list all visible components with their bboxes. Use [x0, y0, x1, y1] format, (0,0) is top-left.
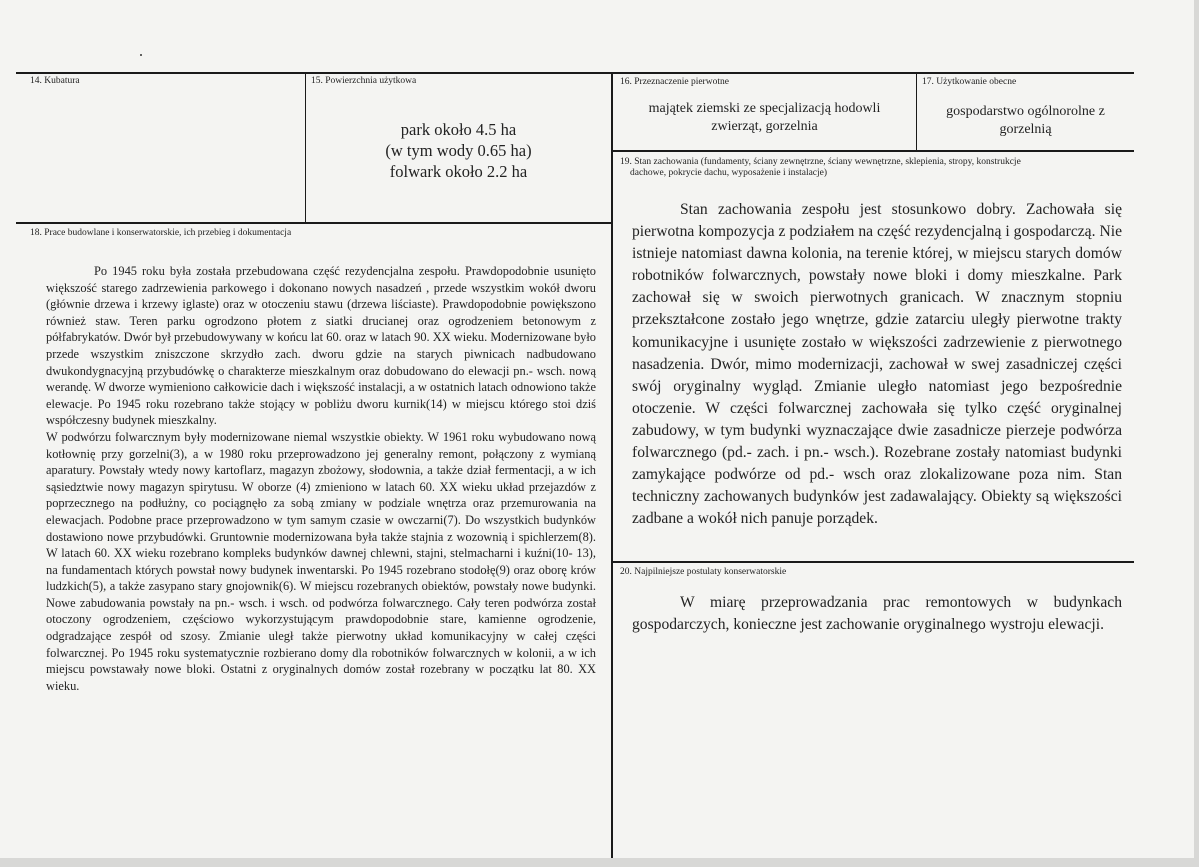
construction-paragraph-1: Po 1945 roku była została przebudowana część rezydencjalna zespołu. Prawdopodobnie usunięto większość starego zadrzewienia parkowego i dokonano nowych nasadzeń , przede wszystkim wokół dworu (głównie drzewa i krzewy iglaste) oraz w otoczeniu stawu (drzewa liściaste). Prawdopodobnie powiększono również staw. Teren parku ogrodzono płotem z siatki drucianej oraz ogrodzeniem betonowym z półfabrykatów. Dwór był przebudowywany w końcu lat 60. oraz w latach 90. XX wieku. Modernizowane było przede wszystkim zniszczone skrzydło zach. dworu gdzie na starych piwnicach nadbudowano dwukondygnacyjną przybudówkę o charakterze mieszkalnym oraz dobudowano do elewacji pn.- wsch. nową werandę. W dworze wymieniono całkowicie dach i większość instalacji, a w ostatnich latach odnowiono także elewacje. Po 1945 roku rozebrano także stojący w pobliżu dworu kurnik(14) w miejscu którego stoi dziś współczesny budynek mieszkalny.: [46, 264, 596, 428]
field-15-label: 15. Powierzchnia użytkowa: [311, 76, 417, 86]
condition-text: [632, 199, 1122, 530]
postulates-paragraph: W miarę przeprowadzania prac remontowych w budynkach gospodarczych, konieczne jest zachowanie oryginalnego wystroju elewacji.: [632, 594, 1122, 633]
field-15-value: [306, 119, 611, 182]
main-divider: [611, 72, 613, 858]
construction-paragraph-2: W podwórzu folwarcznym były modernizowane niemal wszystkie obiekty. W 1961 roku wybudowano nową kotłownię przy gorzelni(3), a w 1980 roku przeprowadzono jej generalny remont, połączony z wymianą aparatury. Powstały wtedy nowy kartoflarz, magazyn zbożowy, słodownia, a także dział fermentacji, a w ich sąsiedztwie nowy magazyn spirytusu. W oborze (4) zmieniono w latach 60. XX wieku układ przejazdów z poprzecznego na podłużny, co pociągnęło za sobą zmiany w podziale wnętrza oraz przemurowania na elewacjach. Podobne prace przeprowadzono w tym samym czasie w owczarni(7). Do wszystkich budynków dostawiono nowe przybudówki. Gruntownie modernizowana była także stajnia z wozownią i spichlerzem(8). W latach 60. XX wieku rozebrano kompleks budynków dawnej chlewni, stajni, stelmacharni i kuźni(10- 13), na fundamentach których powstał nowy budynek inwentarski. Po 1945 rozebrano stodołę(9) oraz oborę krów ludzkich(5), a także zasypano stary gnojownik(6). W miejscu rozebranych obiektów, powstały nowe budynki. Nowe zabudowania powstały na pn.- wsch. i wsch. od podwórza folwarcznego. Cały teren podwórza został otoczony ogrodzeniem, częściowo wykorzystującym prawdopodobnie stare, kamienne ogrodzenie, odgradzające zespół od szosy. Zmianie uległ także pierwotny układ komunikacyjny w całej części folwarcznej. Po 1945 roku systematycznie rozbierano domy dla robotników folwarcznych w kolonii, a w ich miejscu powstawały nowe bloki. Ostatni z oryginalnych domów został rozebrany w początku lat 80. XX wieku.: [46, 429, 596, 693]
original-purpose-line-2: zwierząt, gorzelnia: [711, 119, 818, 134]
rule-right-lower: [612, 561, 1134, 563]
construction-works-text: [46, 263, 596, 694]
conservation-postulates-text: [632, 592, 1122, 636]
field-19-label: [620, 157, 1130, 179]
rule-right-mid: [612, 150, 1134, 152]
field-19-label-line-1: 19. Stan zachowania (fundamenty, ściany zewnętrzne, ściany wewnętrzne, sklepienia, stropy, konstrukcje: [620, 157, 1021, 167]
field-17-value: [917, 103, 1134, 139]
condition-paragraph: Stan zachowania zespołu jest stosunkowo dobry. Zachowała się pierwotna kompozycja z podziałem na część rezydencjalną i gospodarczą. Nie istnieje natomiast dawna kolonia, na terenie której, w miejscu starych domów robotników folwarcznych, powstały nowe bloki i domy mieszkalne. Park zachował się w swoich pierwotnych granicach. W znacznym stopniu przekształcone zostało jego wnętrze, gdzie zatarciu uległy pierwotne trakty komunikacyjne i usunięte zostało w większości zadrzewienie z pierwotnego nasadzenia. Dwór, mimo modernizacji, zachował w swej zasadniczej części swój oryginalny wygląd. Zmianie uległo natomiast jego bezpośrednie otoczenie. W części folwarcznej zachowała się tylko część oryginalnej zabudowy, w tym budynki wyznaczające dwie zasadnicze pierzeje podwórza folwarcznego (pd.- zach. i pn.- wsch.). Rozebrane zostały natomiast budynki zamykające podwórze od pd.- wsch oraz zlokalizowane poza nim. Stan techniczny zachowanych budynków jest zadawalający. Obiekty są większości zadbane a wokół nich panuje porządek.: [632, 201, 1122, 528]
top-rule: [16, 72, 1134, 74]
original-purpose-line-1: majątek ziemski ze specjalizacją hodowli: [648, 101, 881, 116]
current-use-line-1: gospodarstwo ogólnorolne z: [946, 104, 1105, 119]
field-18-label: 18. Prace budowlane i konserwatorskie, ich przebieg i dokumentacja: [30, 228, 292, 238]
rule-left-mid: [16, 222, 612, 224]
usable-area-line-1: park około 4.5 ha: [400, 120, 517, 139]
speck: [140, 54, 142, 56]
field-16-value: [613, 100, 916, 136]
usable-area-line-2: (w tym wody 0.65 ha): [385, 141, 532, 160]
field-16-label: 16. Przeznaczenie pierwotne: [620, 77, 729, 87]
page-edge-bottom: [0, 858, 1199, 867]
field-20-label: 20. Najpilniejsze postulaty konserwatorskie: [620, 567, 787, 577]
usable-area-line-3: folwark około 2.2 ha: [389, 162, 528, 181]
field-19-label-line-2: dachowe, pokrycie dachu, wyposażenie i instalacje): [630, 168, 828, 178]
page-edge-right: [1194, 0, 1199, 867]
current-use-line-2: gorzelnią: [999, 122, 1052, 137]
field-14-label: 14. Kubatura: [30, 76, 80, 86]
field-17-label: 17. Użytkowanie obecne: [922, 77, 1017, 87]
